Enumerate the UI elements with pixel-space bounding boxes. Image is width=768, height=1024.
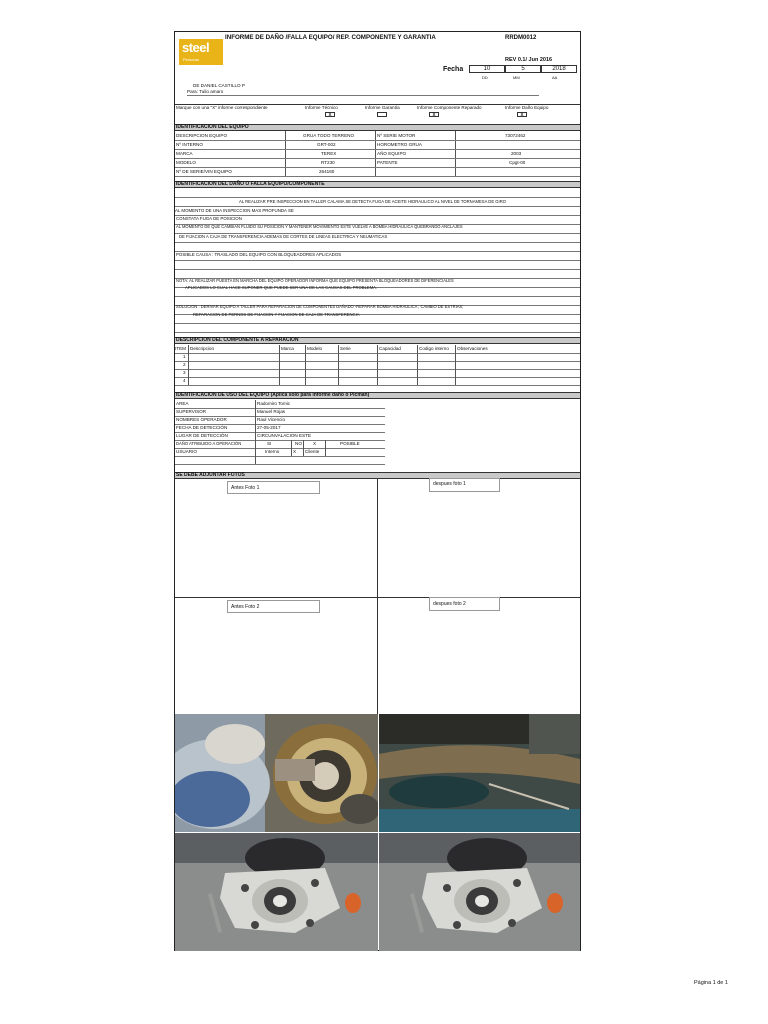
repair-col-serial: Serie <box>340 346 351 351</box>
company-logo <box>179 39 223 65</box>
damage-line-4: AL MOMENTO DE QUE CAMBIAN FLUIDO SU POSICION Y MANTENER MOVIMIENTO ESTE VUELVE A BOMBA HIDRAULICA QUEBRANDO ANCLAJES <box>176 224 463 229</box>
date-year-box <box>541 65 577 73</box>
equip-label-model: MODELO <box>176 160 196 165</box>
report-type-checkbox-3[interactable]: X <box>429 112 439 117</box>
repair-section-title: DESCRIPCION DEL COMPONENTE A REPARACION <box>176 337 299 343</box>
damage-line-2: AL MOMENTO DE UNA INSPECCION MAS PROFUNDA SE <box>175 208 294 213</box>
date-month-box <box>505 65 541 73</box>
report-type-label-4: Informe Daño Equipo <box>505 105 549 110</box>
date-day: 10 <box>483 66 491 72</box>
photo-after-2 <box>379 833 580 951</box>
equip-value-description: GRUA TODO TERRENO <box>303 133 355 138</box>
damage-op-no[interactable]: NO <box>295 441 302 446</box>
usage-value-area: Radomiro Tomic <box>257 401 291 406</box>
report-type-checkbox-2[interactable] <box>377 112 387 117</box>
repair-row-1: 1 <box>183 354 186 359</box>
repair-col-observations: Observaciones <box>457 346 488 351</box>
equip-value-brand: TEREX <box>321 151 337 156</box>
damage-section-header <box>175 181 580 188</box>
report-type-checkbox-4[interactable]: X <box>517 112 527 117</box>
usage-label-place: LUGAR DE DETECCIÓN <box>176 433 228 438</box>
report-revision: REV 0.1/ Jun 2016 <box>505 57 553 63</box>
from-line: DE DANIEL CASTILLO P <box>193 83 245 88</box>
photo-after-1 <box>379 714 580 832</box>
damage-line-6: POSIBLE CAUSA : TRASLADO DEL EQUIPO CON BLOQUEADORES APLICADOS <box>176 252 342 257</box>
usage-label-operator: NOMBRES OPERADOR <box>176 417 227 422</box>
damage-op-label: DAÑO ATRIBUIDO A OPERACIÓN <box>176 441 242 446</box>
usage-label-supervisor: SUPERVISOR <box>176 409 207 414</box>
equip-label-serial: Nº DE SERIE/VIN EQUIPO <box>176 169 232 174</box>
usage-value-supervisor: Manuel Rojas <box>257 409 286 414</box>
repair-col-item: ITEM <box>175 346 186 351</box>
photo-label-after-1-box <box>429 478 500 492</box>
report-sheet <box>174 31 581 951</box>
equip-value-internal: GRT-002 <box>317 142 336 147</box>
usage-user-label: USUARIO <box>176 449 197 454</box>
damage-line-1: AL REALIZAR PRE INSPECCION EN TALLER CALAMA SE DETECTA FUGA DE ACEITE HIDRAULICO AL NIVEL DE TORNAMESA DE GIRO <box>239 199 506 204</box>
report-type-label-3: Informe Componente Reparado <box>417 105 482 110</box>
photos-section-header <box>175 472 580 479</box>
equip-label-year: AÑO EQUIPO <box>377 151 407 156</box>
logo-subtext: Personal <box>183 57 199 62</box>
usage-user-client[interactable]: Cliente <box>305 449 320 454</box>
photo-label-after-2-box <box>429 597 500 611</box>
to-line: Para: Tulio amaro <box>187 89 224 94</box>
repair-col-description: Descripcion <box>190 346 214 351</box>
damage-line-10: REPARACION DE PERNOS DE FIJACION Y FIJACION DE CAJA DE TRANSFERENCIA <box>193 312 360 317</box>
date-month-label: MM <box>513 75 520 80</box>
damage-section-title: IDENTIFICACION DEL DAÑO O FALLA EQUIPO/COMPONENTE <box>176 181 325 187</box>
photo-label-after-2: despues foto 2 <box>433 601 466 607</box>
photo-label-after-1: despues foto 1 <box>433 481 466 487</box>
equip-label-motor: Nº SERIE MOTOR <box>377 133 416 138</box>
usage-label-date: FECHA DE DETECCIÓN <box>176 425 228 430</box>
logo-text: steel <box>182 40 210 55</box>
report-type-checkbox-1[interactable]: X <box>325 112 335 117</box>
photo-label-before-1: Antes Foto 1 <box>231 485 260 491</box>
repair-section-header <box>175 337 580 344</box>
photo-label-before-2-box <box>227 600 320 613</box>
repair-row-4: 4 <box>183 378 186 383</box>
report-type-prompt: Marque con una "X" informe correspondiente <box>176 105 268 110</box>
report-title: INFORME DE DAÑO /FALLA EQUIPO/ REP. COMPONENTE Y GARANTIA <box>225 34 436 41</box>
date-day-label: DD <box>482 75 488 80</box>
equip-label-description: DESCRIPCION EQUIPO <box>176 133 228 138</box>
damage-line-9: SOLUCION : DERIVAR EQUIPO A TALLER PARA REPARACION DE COMPONENTES DAÑADO -REPARAR BOMBA HIDRAULICA ; CAMBIO DE ESTRIAS; <box>176 304 464 309</box>
date-day-box <box>469 65 505 73</box>
report-type-label-1: Informe Técnico <box>305 105 338 110</box>
equipment-section-header <box>175 124 580 131</box>
report-code: RRDM0012 <box>505 35 537 41</box>
repair-col-brand: Marca <box>281 346 294 351</box>
repair-row-3: 3 <box>183 370 186 375</box>
date-year-label: AA <box>552 75 558 80</box>
equip-value-serial: 264160 <box>319 169 335 174</box>
usage-section-title: IDENTIFICACION DE USO DEL EQUIPO (Aplica solo para informe daño o Picman) <box>176 392 370 398</box>
usage-user-mark[interactable]: X <box>293 449 297 454</box>
usage-value-place: CIRCUNVALACION ESTE <box>257 433 312 438</box>
repair-col-capacity: Capacidad <box>379 346 401 351</box>
damage-line-7: NOTA: AL REALIZAR PUESTA EN MARCHA DEL EQUIPO OPERADOR INFORMA QUE EQUIPO PRESENTA BLOQUEADORES DE DIFERENCIALES <box>176 278 454 283</box>
fecha-label: Fecha <box>443 66 464 73</box>
date-year: 2018 <box>552 66 566 72</box>
damage-op-si[interactable]: SI <box>267 441 272 446</box>
photo-label-before-2: Antes Foto 2 <box>231 604 260 610</box>
repair-row-2: 2 <box>183 362 186 367</box>
equip-label-hourmeter: HOROMETRO GRUA <box>377 142 422 147</box>
equip-value-plate: Cpgt-00 <box>509 160 526 165</box>
photo-before-2 <box>175 833 378 951</box>
usage-value-operator: Raul Vicencio <box>257 417 286 422</box>
equip-value-motor: 73072462 <box>505 133 526 138</box>
date-month: 5 <box>521 66 525 72</box>
damage-op-possible[interactable]: POSIBLE <box>340 441 360 446</box>
equip-value-model: RT230 <box>321 160 335 165</box>
usage-label-area: AREA <box>176 401 189 406</box>
report-type-label-2: Informe Garantía <box>365 105 400 110</box>
damage-line-8: APLICADOS LO CUAL HACE SUPONER QUE PUEDE SER UNA DE LAS CAUSAS DEL PROBLEMA. <box>185 285 378 290</box>
equip-label-brand: MARCA <box>176 151 193 156</box>
photo-before-1 <box>175 714 378 832</box>
repair-col-model: Modelo <box>307 346 323 351</box>
repair-col-code: Codigo interno <box>419 346 449 351</box>
equip-value-year: 2003 <box>511 151 522 156</box>
damage-op-mark[interactable]: X <box>313 441 317 446</box>
photo-label-before-1-box <box>227 481 320 494</box>
page-footer: Página 1 de 1 <box>694 980 728 986</box>
equipment-section-title: IDENTIFICACION DEL EQUIPO <box>176 124 249 130</box>
equip-label-plate: PATENTE <box>377 160 398 165</box>
equip-label-internal: Nº INTERNO <box>176 142 203 147</box>
usage-value-date: 27-05-2017 <box>257 425 281 430</box>
usage-section-header <box>175 392 580 399</box>
damage-line-5: DE FIJACION A CAJA DE TRANSFERENCIA ADEMAS DE CORTES DE LINEAS ELECTRICA Y NEUMATICAS <box>179 234 388 239</box>
damage-line-3: CONSTATA FUGA DE POSICION <box>176 216 242 221</box>
usage-user-internal[interactable]: Interno <box>265 449 280 454</box>
photos-section-title: SE DEBE ADJUNTAR FOTOS <box>176 472 245 478</box>
